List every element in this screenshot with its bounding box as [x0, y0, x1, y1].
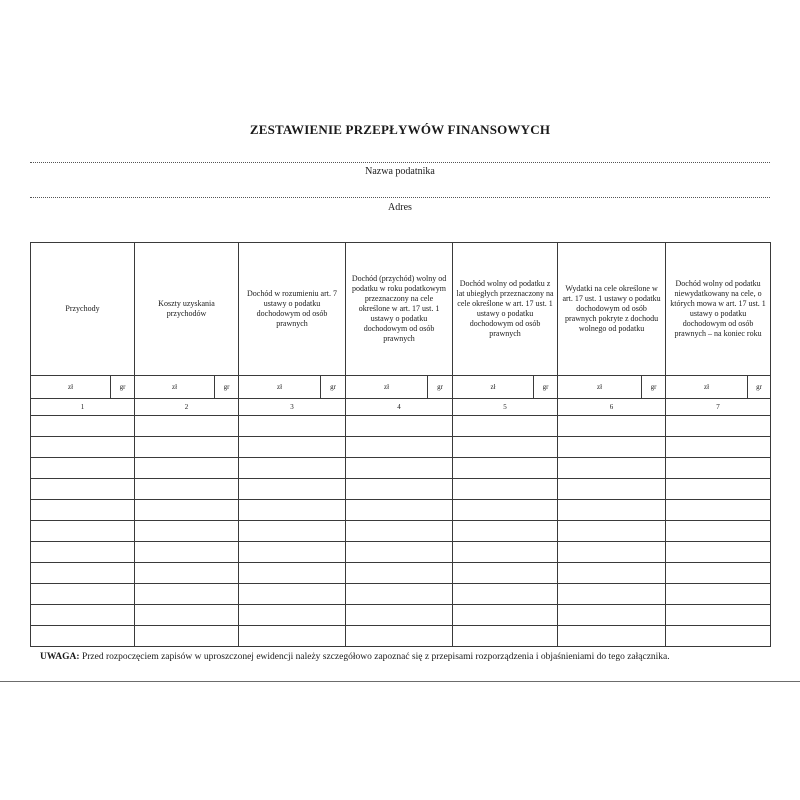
entry-cell[interactable] — [135, 458, 239, 479]
unit-zl: zł — [346, 376, 428, 399]
unit-gr: gr — [642, 376, 666, 399]
column-header-dochod-wolny-rok: Dochód (przychód) wolny od podatku w roku podatkowym przeznaczony na cele określone w art. 17 ust. 1 ustawy o podatku dochodowym od osób prawnych — [346, 243, 453, 376]
taxpayer-name-label: Nazwa podatnika — [365, 166, 435, 177]
entry-cell[interactable] — [239, 437, 346, 458]
entry-cell[interactable] — [135, 605, 239, 626]
entry-cell[interactable] — [239, 584, 346, 605]
unit-row — [31, 376, 771, 399]
unit-gr: gr — [534, 376, 558, 399]
entry-cell[interactable] — [31, 626, 135, 647]
entry-cell[interactable] — [135, 521, 239, 542]
entry-cell[interactable] — [453, 416, 558, 437]
entry-cell[interactable] — [558, 605, 666, 626]
entry-cell[interactable] — [135, 437, 239, 458]
column-header-dochod: Dochód w rozumieniu art. 7 ustawy o podatku dochodowym od osób prawnych — [239, 243, 346, 376]
table-row — [31, 521, 771, 542]
unit-zl: zł — [31, 376, 111, 399]
table-row — [31, 563, 771, 584]
entry-cell[interactable] — [346, 500, 453, 521]
entry-cell[interactable] — [239, 563, 346, 584]
entry-cell[interactable] — [346, 605, 453, 626]
address-label: Adres — [388, 202, 412, 213]
unit-gr: gr — [321, 376, 346, 399]
entry-cell[interactable] — [239, 479, 346, 500]
entry-cell[interactable] — [31, 458, 135, 479]
entry-cell[interactable] — [666, 605, 771, 626]
entry-cell[interactable] — [239, 416, 346, 437]
entry-cell[interactable] — [135, 542, 239, 563]
entry-cell[interactable] — [453, 437, 558, 458]
column-number: 6 — [558, 399, 666, 416]
column-number: 5 — [453, 399, 558, 416]
entry-cell[interactable] — [346, 542, 453, 563]
entry-cell[interactable] — [239, 521, 346, 542]
table-row — [31, 416, 771, 437]
entry-cell[interactable] — [453, 584, 558, 605]
entry-cell[interactable] — [346, 458, 453, 479]
entry-cell[interactable] — [135, 500, 239, 521]
unit-gr: gr — [215, 376, 239, 399]
entry-cell[interactable] — [666, 584, 771, 605]
entry-cell[interactable] — [666, 458, 771, 479]
unit-gr: gr — [111, 376, 135, 399]
entry-cell[interactable] — [666, 626, 771, 647]
entry-cell[interactable] — [31, 437, 135, 458]
entry-cell[interactable] — [346, 626, 453, 647]
column-number: 4 — [346, 399, 453, 416]
sheet-bottom-edge — [0, 681, 800, 682]
entry-cell[interactable] — [346, 584, 453, 605]
entry-cell[interactable] — [453, 479, 558, 500]
unit-gr: gr — [748, 376, 771, 399]
entry-cell[interactable] — [666, 416, 771, 437]
entry-cell[interactable] — [31, 563, 135, 584]
table-row — [31, 605, 771, 626]
column-number: 7 — [666, 399, 771, 416]
taxpayer-name-line[interactable] — [30, 162, 770, 163]
entry-cell[interactable] — [346, 521, 453, 542]
column-header-wydatki: Wydatki na cele określone w art. 17 ust. 1 ustawy o podatku dochodowym od osób prawnych pokryte z dochodu wolnego od podatku — [558, 243, 666, 376]
table-row — [31, 479, 771, 500]
entry-cell[interactable] — [346, 563, 453, 584]
entry-cell[interactable] — [135, 626, 239, 647]
column-header-niewydatkowany: Dochód wolny od podatku niewydatkowany na cele, o których mowa w art. 17 ust. 1 ustawy o podatku dochodowym od osób prawnych – na koniec roku — [666, 243, 771, 376]
entry-cell[interactable] — [558, 458, 666, 479]
entry-cell[interactable] — [239, 542, 346, 563]
entry-cell[interactable] — [239, 500, 346, 521]
entry-cell[interactable] — [31, 500, 135, 521]
table-row — [31, 542, 771, 563]
table-row — [31, 437, 771, 458]
unit-zl: zł — [558, 376, 642, 399]
entry-cell[interactable] — [558, 437, 666, 458]
entry-cell[interactable] — [453, 605, 558, 626]
entry-cell[interactable] — [558, 416, 666, 437]
entry-cell[interactable] — [666, 521, 771, 542]
entry-cell[interactable] — [135, 563, 239, 584]
table-row — [31, 500, 771, 521]
entry-cell[interactable] — [31, 521, 135, 542]
entry-cell[interactable] — [346, 437, 453, 458]
cash-flow-table — [30, 242, 771, 647]
entry-cell[interactable] — [558, 521, 666, 542]
entry-cell[interactable] — [453, 626, 558, 647]
entry-cell[interactable] — [135, 416, 239, 437]
header-row — [31, 243, 771, 376]
entry-cell[interactable] — [558, 500, 666, 521]
entry-cell[interactable] — [666, 479, 771, 500]
entry-cell[interactable] — [453, 563, 558, 584]
entry-cell[interactable] — [558, 584, 666, 605]
entry-cell[interactable] — [31, 605, 135, 626]
entry-cell[interactable] — [558, 563, 666, 584]
column-number: 3 — [239, 399, 346, 416]
warning-note — [40, 652, 670, 662]
table-row — [31, 458, 771, 479]
entry-cell[interactable] — [666, 542, 771, 563]
entry-cell[interactable] — [558, 626, 666, 647]
entry-cell[interactable] — [558, 542, 666, 563]
entry-cell[interactable] — [453, 542, 558, 563]
column-header-koszty: Koszty uzyskania przychodów — [135, 243, 239, 376]
entry-cell[interactable] — [346, 416, 453, 437]
entry-cell[interactable] — [666, 563, 771, 584]
unit-gr: gr — [428, 376, 453, 399]
column-number-row — [31, 399, 771, 416]
entry-cell[interactable] — [558, 479, 666, 500]
column-header-dochod-wolny-lata: Dochód wolny od podatku z lat ubiegłych przeznaczony na cele określone w art. 17 ust. 1 ustawy o podatku dochodowym od osób prawnych — [453, 243, 558, 376]
unit-zl: zł — [135, 376, 215, 399]
entry-cell[interactable] — [31, 416, 135, 437]
entry-cell[interactable] — [135, 584, 239, 605]
table-row — [31, 626, 771, 647]
warning-text: Przed rozpoczęciem zapisów w uproszczonej ewidencji należy szczegółowo zapoznać się z przepisami rozporządzenia i objaśnieniami do tego załącznika. — [79, 652, 670, 662]
entry-cell[interactable] — [453, 521, 558, 542]
entry-cell[interactable] — [239, 458, 346, 479]
entry-cell[interactable] — [31, 479, 135, 500]
unit-zl: zł — [453, 376, 534, 399]
unit-zl: zł — [666, 376, 748, 399]
column-header-przychody: Przychody — [31, 243, 135, 376]
entry-cell[interactable] — [453, 500, 558, 521]
entry-cell[interactable] — [239, 626, 346, 647]
unit-zl: zł — [239, 376, 321, 399]
entry-cell[interactable] — [135, 479, 239, 500]
form-title: ZESTAWIENIE PRZEPŁYWÓW FINANSOWYCH — [249, 122, 551, 137]
entry-cell[interactable] — [666, 437, 771, 458]
entry-cell[interactable] — [453, 458, 558, 479]
entry-cell[interactable] — [239, 605, 346, 626]
column-number: 2 — [135, 399, 239, 416]
address-line[interactable] — [30, 197, 770, 198]
entry-cell[interactable] — [31, 542, 135, 563]
warning-label: UWAGA: — [40, 652, 80, 662]
column-number: 1 — [31, 399, 135, 416]
table-row — [31, 584, 771, 605]
entry-cell[interactable] — [346, 479, 453, 500]
entry-cell[interactable] — [31, 584, 135, 605]
entry-cell[interactable] — [666, 500, 771, 521]
